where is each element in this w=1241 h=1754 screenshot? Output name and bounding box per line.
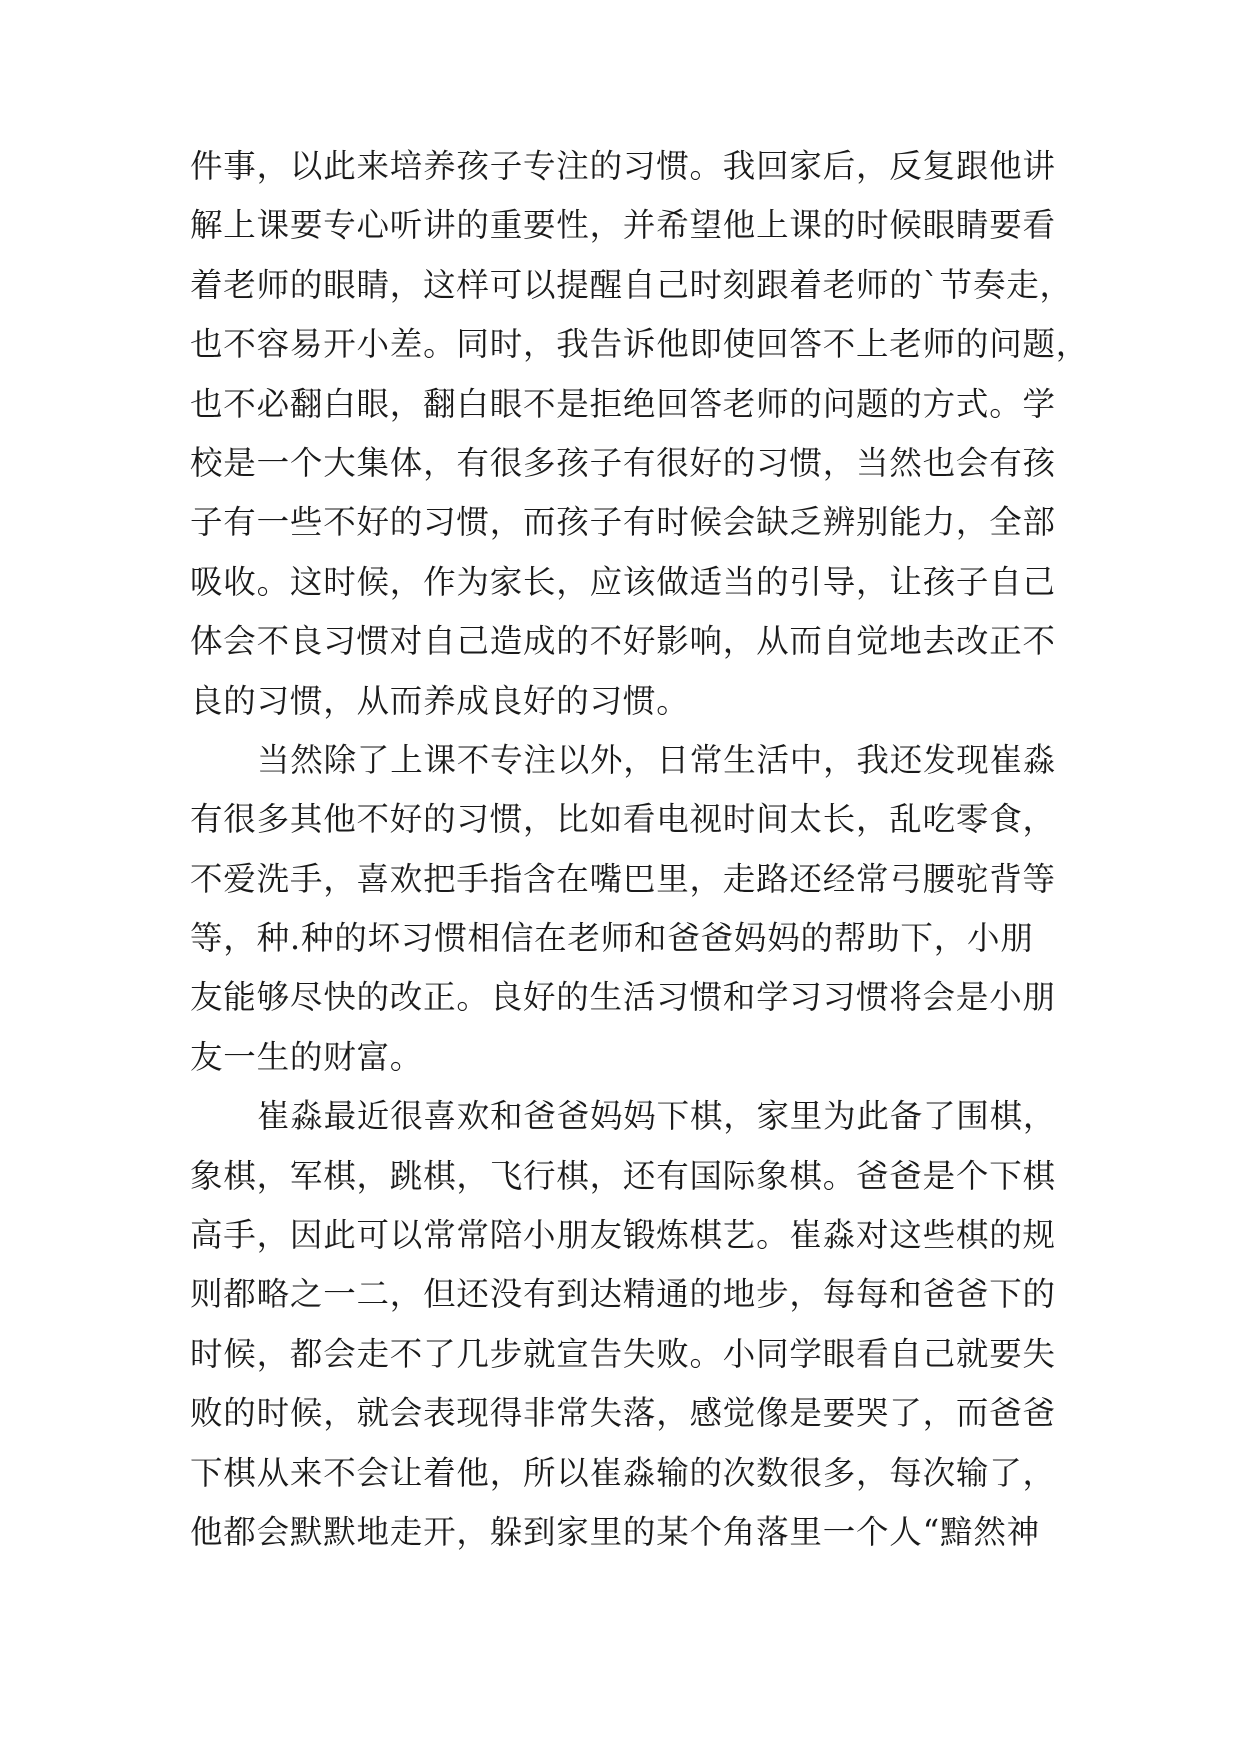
paragraph-3-line-2: 象棋，军棋，跳棋，飞行棋，还有国际象棋。爸爸是个下棋 <box>190 1156 1056 1195</box>
paragraph-3-line-3: 高手，因此可以常常陪小朋友锻炼棋艺。崔淼对这些棋的规 <box>190 1216 1056 1255</box>
paragraph-1-line-9: 体会不良习惯对自己造成的不好影响，从而自觉地去改正不 <box>190 622 1056 661</box>
paragraph-1-line-10: 良的习惯，从而养成良好的习惯。 <box>190 681 690 720</box>
paragraph-2-line-3: 不爱洗手，喜欢把手指含在嘴巴里，走路还经常弓腰驼背等 <box>190 859 1056 898</box>
paragraph-1-line-6: 校是一个大集体，有很多孩子有很好的习惯，当然也会有孩 <box>190 443 1056 482</box>
paragraph-1-line-7: 子有一些不好的习惯，而孩子有时候会缺乏辨别能力，全部 <box>190 503 1056 542</box>
paragraph-3-line-8: 他都会默默地走开，躲到家里的某个角落里一个人“黯然神 <box>190 1512 1040 1551</box>
paragraph-2-line-4: 等，种.种的坏习惯相信在老师和爸爸妈妈的帮助下，小朋 <box>190 919 1034 958</box>
paragraph-3-line-5: 时候，都会走不了几步就宣告失败。小同学眼看自己就要失 <box>190 1334 1056 1373</box>
paragraph-3-line-4: 则都略之一二，但还没有到达精通的地步，每每和爸爸下的 <box>190 1275 1056 1314</box>
paragraph-3-line-7: 下棋从来不会让着他，所以崔淼输的次数很多，每次输了， <box>190 1453 1056 1492</box>
paragraph-3-line-1: 崔淼最近很喜欢和爸爸妈妈下棋，家里为此备了围棋， <box>257 1097 1057 1136</box>
paragraph-2-line-2: 有很多其他不好的习惯，比如看电视时间太长，乱吃零食， <box>190 800 1056 839</box>
paragraph-2-line-1: 当然除了上课不专注以外，日常生活中，我还发现崔淼 <box>257 740 1057 779</box>
paragraph-2-line-6: 友一生的财富。 <box>190 1037 424 1076</box>
paragraph-3-line-6: 败的时候，就会表现得非常失落，感觉像是要哭了，而爸爸 <box>190 1394 1056 1433</box>
paragraph-1-line-5: 也不必翻白眼，翻白眼不是拒绝回答老师的问题的方式。学 <box>190 384 1056 423</box>
paragraph-1-line-4: 也不容易开小差。同时，我告诉他即使回答不上老师的问题， <box>190 325 1090 364</box>
paragraph-1-line-2: 解上课要专心听讲的重要性，并希望他上课的时候眼睛要看 <box>190 206 1056 245</box>
paragraph-1-line-1: 件事，以此来培养孩子专注的习惯。我回家后，反复跟他讲 <box>190 147 1056 185</box>
paragraph-2-line-5: 友能够尽快的改正。良好的生活习惯和学习习惯将会是小朋 <box>190 978 1056 1017</box>
paragraph-1-line-3: 着老师的眼睛，这样可以提醒自己时刻跟着老师的`节奏走， <box>190 265 1073 304</box>
body-text <box>190 137 1090 1562</box>
paragraph-1-line-8: 吸收。这时候，作为家长，应该做适当的引导，让孩子自己 <box>190 562 1056 601</box>
